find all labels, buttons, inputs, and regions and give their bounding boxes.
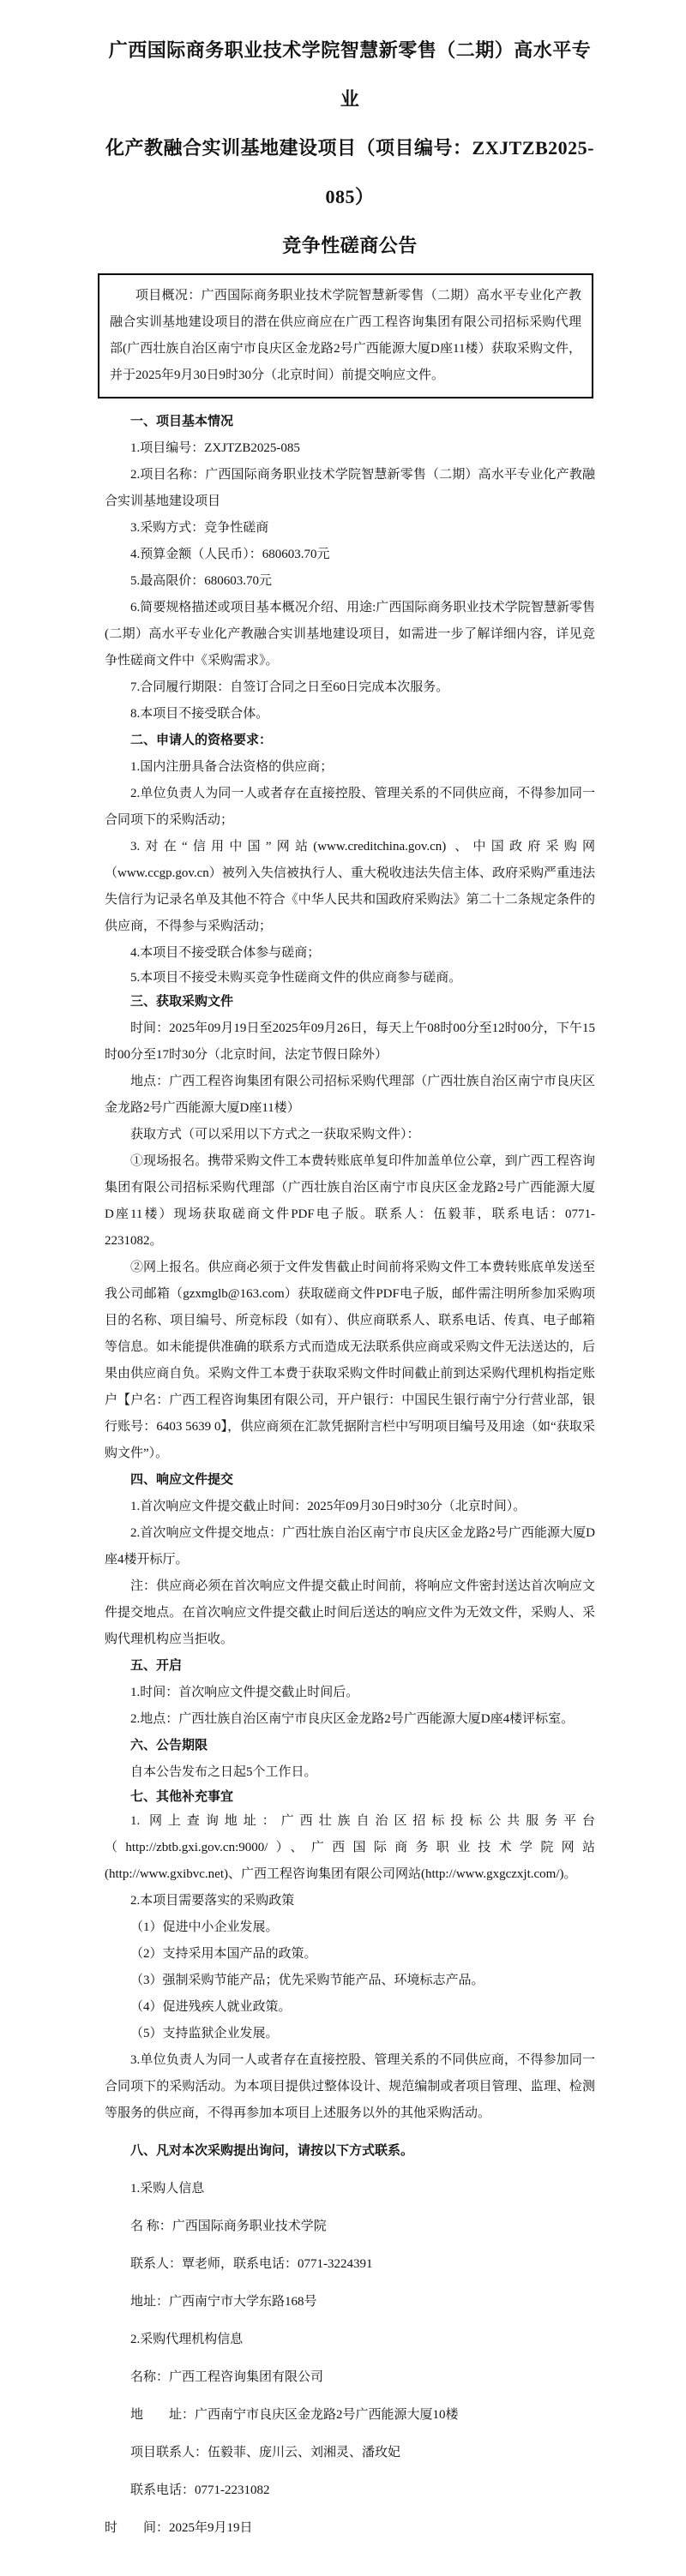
paragraph: 2.项目名称：广西国际商务职业技术学院智慧新零售（二期）高水平专业化产教融合实训基地建设项目 — [105, 468, 595, 508]
paragraph: 2.本项目需要落实的采购政策 — [130, 1894, 295, 1908]
paragraph: 地点：广西工程咨询集团有限公司招标采购代理部（广西壮族自治区南宁市良庆区金龙路2号广西能源大厦D座11楼） — [105, 1075, 595, 1115]
paragraph: 联系电话：0771-2231082 — [130, 2483, 270, 2497]
paragraph: 注：供应商必须在首次响应文件提交截止时间前，将响应文件密封送达首次响应文件提交地点。在首次响应文件提交截止时间后送达的响应文件为无效文件，采购人、采购代理机构应当拒收。 — [105, 1579, 595, 1646]
paragraph: 自本公告发布之日起5个工作日。 — [130, 1765, 317, 1779]
paragraph: 联系人：覃老师，联系电话：0771-3224391 — [130, 2257, 373, 2271]
project-overview-box — [98, 273, 593, 398]
paragraph: （4）促进残疾人就业政策。 — [130, 2000, 292, 2014]
section-heading: 八、凡对本次采购提出询问，请按以下方式联系。 — [130, 2144, 414, 2158]
paragraph: 名 称：广西国际商务职业技术学院 — [130, 2220, 327, 2233]
paragraph: 4.预算金额（人民币）：680603.70元 — [130, 548, 330, 561]
paragraph: 1.时间：首次响应文件提交截止时间后。 — [130, 1686, 359, 1699]
document-title — [105, 26, 595, 270]
paragraph: ①现场报名。携带采购文件工本费转账底单复印件加盖单位公章，到广西工程咨询集团有限公司招标采购代理部（广西壮族自治区南宁市良庆区金龙路2号广西能源大厦D座11楼）现场获取磋商文件PDF电子版。联系人：伍毅菲，联系电话：0771-2231082。 — [105, 1154, 595, 1248]
paragraph: （3）强制采购节能产品；优先采购节能产品、环境标志产品。 — [130, 1974, 484, 1987]
paragraph: 项目联系人：伍毅菲、庞川云、刘湘灵、潘玫妃 — [130, 2446, 401, 2459]
paragraph: 时间：2025年09月19日至2025年09月26日，每天上午08时00分至12时00分，下午15时00分至17时30分（北京时间，法定节假日除外） — [105, 1021, 595, 1062]
paragraph: 地址：广西南宁市大学东路168号 — [130, 2295, 317, 2309]
paragraph: 8.本项目不接受联合体。 — [130, 707, 269, 721]
paragraph: 2.采购代理机构信息 — [130, 2333, 244, 2346]
paragraph: 7.合同履行期限：自签订合同之日至60日完成本次服务。 — [130, 680, 449, 694]
paragraph: 3.对在“信用中国”网站(www.creditchina.gov.cn) 、中国政府采购网（www.ccgp.gov.cn）被列入失信被执行人、重大税收违法失信主体、政府采购严重违法失信行为记录名单及其他不符合《中华人民共和国政府采购法》第二十二条规定条件的供应商，不得参与采购活动； — [105, 840, 595, 933]
paragraph: 2.单位负责人为同一人或者存在直接控股、管理关系的不同供应商，不得参加同一合同项下的采购活动； — [105, 787, 595, 827]
paragraph: 地 址：广西南宁市良庆区金龙路2号广西能源大厦10楼 — [130, 2408, 459, 2422]
paragraph: 1. 网上查询地址：广西壮族自治区招标投标公共服务平台（http://zbtb.gxi.gov.cn:9000/）、广西国际商务职业技术学院网站(http://www.gxibvc.net)、广西工程咨询集团有限公司网站(http://www.gxgczxjt.com/)。 — [105, 1814, 595, 1881]
project-overview-text: 项目概况：广西国际商务职业技术学院智慧新零售（二期）高水平专业化产教融合实训基地建设项目的潜在供应商应在广西工程咨询集团有限公司招标采购代理部(广西壮族自治区南宁市良庆区金龙路2号广西能源大厦D座11楼）获取采购文件，并于2025年9月30日9时30分（北京时间）前提交响应文件。 — [110, 289, 581, 382]
paragraph: 1.项目编号：ZXJTZB2025-085 — [130, 441, 300, 455]
paragraph: 5.本项目不接受未购买竞争性磋商文件的供应商参与磋商。 — [130, 971, 462, 985]
section-heading: 七、其他补充事宜 — [130, 1790, 234, 1804]
title-line-3: 竞争性磋商公告 — [282, 235, 418, 256]
paragraph: （2）支持采用本国产品的政策。 — [130, 1947, 317, 1961]
section-heading: 五、开启 — [130, 1659, 183, 1673]
section-heading: 三、获取采购文件 — [130, 995, 234, 1009]
paragraph: ②网上报名。供应商必须于文件发售截止时间前将采购文件工本费转账底单发送至我公司邮箱（gzxmglb@163.com）获取磋商文件PDF电子版，邮件需注明所参加采购项目的名称、项目编号、所竞标段（如有）、供应商联系人、联系电话、传真、电子邮箱等信息。如未能提供准确的联系方式而造成无法联系供应商或采购文件无法送达的，后果由供应商自负。采购文件工本费于获取采购文件时间截止前到达采购代理机构指定账户【户名：广西工程咨询集团有限公司，开户银行：中国民生银行南宁分行营业部，银行账号：6403 5639 0】，供应商须在汇款凭据附言栏中写明项目编号及用途（如“获取采购文件”）。 — [105, 1261, 595, 1460]
paragraph: 2.地点：广西壮族自治区南宁市良庆区金龙路2号广西能源大厦D座4楼评标室。 — [130, 1712, 575, 1726]
paragraph: 3.单位负责人为同一人或者存在直接控股、管理关系的不同供应商，不得参加同一合同项下的采购活动。为本项目提供过整体设计、规范编制或者项目管理、监理、检测等服务的供应商，不得再参加本项目上述服务以外的其他采购活动。 — [105, 2053, 595, 2120]
paragraph: 1.国内注册具备合法资格的供应商； — [130, 760, 334, 774]
paragraph: （1）促进中小企业发展。 — [130, 1920, 279, 1934]
paragraph: 5.最高限价：680603.70元 — [130, 574, 273, 588]
paragraph: 时 间：2025年9月19日 — [105, 2521, 253, 2535]
section-heading: 二、申请人的资格要求： — [130, 734, 273, 747]
paragraph: 6.简要规格描述或项目基本概况介绍、用途:广西国际商务职业技术学院智慧新零售(二期）高水平专业化产教融合实训基地建设项目，如需进一步了解详细内容，详见竞争性磋商文件中《采购需求》。 — [105, 601, 595, 668]
paragraph: 3.采购方式：竞争性磋商 — [130, 521, 269, 535]
title-line-2: 化产教融合实训基地建设项目（项目编号：ZXJTZB2025-085） — [105, 137, 594, 207]
paragraph: 2.首次响应文件提交地点：广西壮族自治区南宁市良庆区金龙路2号广西能源大厦D座4楼开标厅。 — [105, 1526, 595, 1567]
section-heading: 一、项目基本情况 — [130, 415, 234, 428]
section-heading: 六、公告期限 — [130, 1739, 208, 1752]
section-heading: 四、响应文件提交 — [130, 1473, 234, 1487]
paragraph: 获取方式（可以采用以下方式之一获取采购文件）： — [130, 1128, 420, 1141]
paragraph: 1.采购人信息 — [130, 2182, 205, 2196]
paragraph: 名称：广西工程咨询集团有限公司 — [130, 2370, 324, 2384]
title-line-1: 广西国际商务职业技术学院智慧新零售（二期）高水平专业 — [108, 39, 592, 110]
paragraph: 4.本项目不接受联合体参与磋商； — [130, 946, 321, 960]
paragraph: （5）支持监狱企业发展。 — [130, 2027, 279, 2040]
document-body — [105, 409, 595, 2542]
paragraph: 1.首次响应文件提交截止时间：2025年09月30日9时30分（北京时间）。 — [130, 1500, 527, 1513]
